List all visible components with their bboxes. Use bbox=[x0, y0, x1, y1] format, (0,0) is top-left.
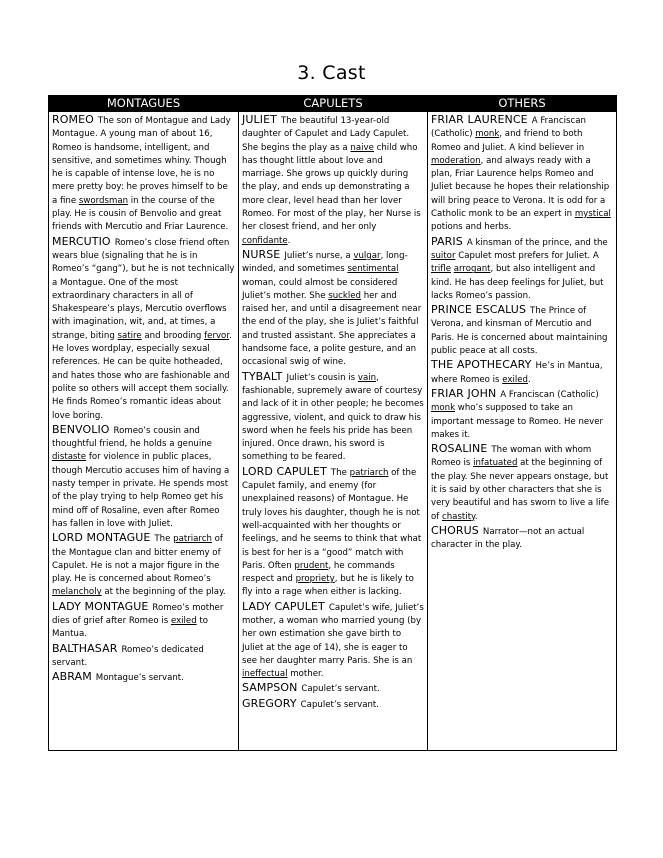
character-name: PRINCE ESCALUS bbox=[431, 303, 527, 317]
cast-entry bbox=[242, 370, 424, 465]
vocabulary-word: exiled bbox=[170, 615, 197, 626]
description-text: A Franciscan (Catholic) bbox=[431, 116, 586, 140]
description-text: mother. bbox=[287, 669, 324, 680]
vocabulary-word: trifle bbox=[431, 264, 451, 275]
cast-entry bbox=[52, 600, 235, 642]
character-name: ROMEO bbox=[52, 113, 94, 126]
cast-entry bbox=[52, 235, 235, 423]
character-name: THE APOTHECARY bbox=[431, 358, 532, 372]
description-text: Romeo’s dedicated servant. bbox=[52, 644, 204, 668]
vocabulary-word: sentimental bbox=[347, 264, 399, 275]
description-text: The woman with whom Romeo is bbox=[431, 445, 592, 469]
cast-entry bbox=[431, 358, 613, 387]
character-name: BENVOLIO bbox=[52, 422, 110, 436]
description-text: potions and herbs. bbox=[431, 222, 512, 233]
vocabulary-word: ineffectual bbox=[242, 669, 288, 680]
character-name: NURSE bbox=[242, 247, 281, 261]
character-name: ROSALINE bbox=[431, 442, 488, 456]
description-text: . bbox=[527, 374, 531, 385]
description-text: Narrator—not an actual character in the play. bbox=[431, 526, 585, 551]
character-name: FRIAR JOHN bbox=[431, 386, 497, 400]
description-text: Capulet’s servant. bbox=[301, 684, 380, 695]
character-name: LORD MONTAGUE bbox=[52, 531, 151, 545]
character-name: FRIAR LAURENCE bbox=[431, 113, 528, 126]
cast-table bbox=[48, 95, 617, 751]
vocabulary-word: prudent bbox=[294, 560, 329, 571]
character-name: TYBALT bbox=[242, 369, 283, 383]
cast-entry bbox=[242, 600, 424, 682]
description-text: The bbox=[154, 534, 174, 545]
description-text: Romeo’s mother dies of grief after Romeo is bbox=[52, 602, 224, 626]
description-text: , he commands respect and bbox=[242, 560, 395, 585]
description-text: woman, could almost be considered Juliet’s mother. She bbox=[242, 277, 398, 301]
description-text: The son of Montague and Lady Montague. A young man of about 16, Romeo is handsome, intelligent, and sensitive, and sometimes whiny. Though he is capable of intense love, he is no mere pretty boy: he proves himself to be a fine bbox=[52, 116, 231, 206]
body-row bbox=[49, 112, 617, 751]
description-text: to Mantua. bbox=[52, 615, 209, 640]
description-text: Capulet’s wife, Juliet’s mother, a woman who married young (by her own estimation she gave birth to Juliet at the age of 14), she is eager to see her daughter marry Paris. She is an bbox=[242, 602, 424, 666]
description-text: The bbox=[330, 467, 350, 478]
vocabulary-word: melancholy bbox=[52, 587, 102, 598]
vocabulary-word: mystical bbox=[574, 209, 611, 220]
description-text: and brooding bbox=[141, 330, 205, 341]
cast-entry bbox=[242, 248, 424, 370]
cast-entry bbox=[431, 113, 613, 235]
cast-entry bbox=[242, 113, 424, 248]
vocabulary-word: swordsman bbox=[78, 195, 129, 206]
description-text: Capulet’s servant. bbox=[300, 699, 380, 710]
cast-entry bbox=[242, 681, 424, 696]
description-text: of the Capulet family, and enemy (for unexplained reasons) of Montague. He truly loves his daughter, though he is not well-acquainted with her thoughts or feelings, and he seems to think that what is best for her is a “good” match with Paris. Often bbox=[242, 467, 422, 571]
description-text: , fashionable, supremely aware of courtesy and lack of it in other people; he becomes aggressive, violent, and quick to draw his sword when he feels his pride has been injured. Once drawn, his sword is something to be feared. bbox=[242, 372, 424, 463]
description-text: , and always ready with a plan, Friar Laurence helps Romeo and Juliet because he hopes their relationship will bring peace to Verona. It is odd for a Catholic monk to be an expert in bbox=[431, 155, 610, 220]
column-capulets bbox=[239, 112, 428, 751]
cast-entry bbox=[52, 642, 235, 671]
character-name: JULIET bbox=[242, 113, 277, 126]
cast-entry bbox=[52, 670, 235, 685]
cast-entry bbox=[52, 113, 235, 235]
vocabulary-word: vulgar bbox=[353, 250, 381, 261]
description-text: at the beginning of the play. She never appears onstage, but it is said by other characters that she is very beautiful and has sworn to live a life of bbox=[431, 458, 609, 522]
vocabulary-word: patriarch bbox=[173, 534, 212, 545]
vocabulary-word: propriety bbox=[295, 574, 335, 585]
description-text: The beautiful 13-year-old daughter of Capulet and Lady Capulet. She begins the play as a bbox=[242, 116, 410, 153]
description-text: her and raised her, and until a disagreement near the end of the play, she is Juliet’s faithful and trusted assistant. She appreciates a handsome face, a polite gesture, and an occasional swig of wine. bbox=[242, 290, 422, 368]
vocabulary-word: vain bbox=[357, 372, 377, 383]
description-text: . bbox=[474, 511, 478, 522]
vocabulary-word: suitor bbox=[431, 250, 456, 261]
character-name: SAMPSON bbox=[242, 681, 298, 695]
cast-entry bbox=[242, 697, 424, 712]
cast-entry bbox=[431, 303, 613, 358]
character-name: BALTHASAR bbox=[52, 641, 118, 655]
column-others bbox=[428, 112, 617, 751]
description-text: The Prince of Verona, and kinsman of Mercutio and Paris. He is concerned about maintaining public peace at all costs. bbox=[431, 306, 608, 357]
vocabulary-word: suckled bbox=[328, 290, 361, 301]
description-text: , but he is likely to fly into a rage when either is lacking. bbox=[242, 574, 414, 598]
header-others: OTHERS bbox=[428, 96, 617, 112]
cast-entry bbox=[242, 465, 424, 600]
cast-entry bbox=[431, 387, 613, 442]
description-text: . bbox=[287, 235, 291, 246]
description-text: at the beginning of the play. bbox=[101, 587, 226, 598]
character-name: LORD CAPULET bbox=[242, 464, 327, 478]
vocabulary-word: chastity bbox=[442, 511, 475, 522]
description-text: Capulet most prefers for Juliet. A bbox=[455, 250, 599, 261]
description-text: He’s in Mantua, where Romeo is bbox=[431, 361, 603, 385]
header-capulets: CAPULETS bbox=[239, 96, 428, 112]
vocabulary-word: patriarch bbox=[349, 467, 389, 478]
cast-entry bbox=[52, 531, 235, 599]
character-name: LADY CAPULET bbox=[242, 599, 325, 613]
description-text: A kinsman of the prince, and the bbox=[466, 237, 608, 248]
vocabulary-word: distaste bbox=[52, 452, 87, 463]
vocabulary-word: monk bbox=[431, 403, 456, 414]
description-text: , and friend to both Romeo and Juliet. A kind believer in bbox=[431, 129, 585, 153]
vocabulary-word: confidante bbox=[242, 235, 288, 246]
character-name: MERCUTIO bbox=[52, 234, 111, 248]
vocabulary-word: infatuated bbox=[473, 458, 518, 469]
description-text: , long-winded, and sometimes bbox=[242, 250, 408, 275]
cast-entry bbox=[431, 442, 613, 524]
description-text: , but also intelligent and kind. He has deep feelings for Juliet, but lacks Romeo’s passion. bbox=[431, 264, 604, 301]
vocabulary-word: naive bbox=[350, 142, 374, 153]
cast-entry bbox=[431, 235, 613, 303]
character-name: GREGORY bbox=[242, 696, 297, 710]
character-name: LADY MONTAGUE bbox=[52, 599, 149, 613]
page-title: 3. Cast bbox=[297, 62, 366, 84]
description-text: for violence in public places, though Mercutio accuses him of having a nasty temper in private. He spends most of the play trying to help Romeo get his mind off of Rosaline, even after Romeo has fallen in love with Juliet. bbox=[52, 452, 230, 529]
header-montagues: MONTAGUES bbox=[49, 96, 239, 112]
character-name: ABRAM bbox=[52, 670, 92, 684]
vocabulary-word: moderation bbox=[431, 155, 481, 166]
description-text: who’s supposed to take an important message to Romeo. He never makes it. bbox=[431, 403, 604, 440]
cast-entry bbox=[431, 524, 613, 553]
vocabulary-word: satire bbox=[117, 330, 142, 341]
description-text: Montague’s servant. bbox=[95, 673, 184, 684]
description-text: . He loves wordplay, especially sexual references. He can be quite hotheaded, and hates those who are fashionable and polite so others will accept them socially. He finds Romeo’s romantic ideas about love boring. bbox=[52, 330, 232, 421]
header-row bbox=[49, 96, 617, 112]
description-text: in the course of the play. He is cousin of Benvolio and great friends with Mercutio and Friar Laurence. bbox=[52, 195, 229, 233]
cast-entry bbox=[52, 423, 235, 531]
description-text: child who has thought little about love and marriage. She grows up quickly during the play, and ends up demonstrating a more clear, level head than her lover Romeo. For most of the play, her Nurse is her closest friend, and her only bbox=[242, 142, 421, 233]
column-montagues bbox=[49, 112, 239, 751]
description-text: A Franciscan (Catholic) bbox=[500, 389, 599, 400]
character-name: CHORUS bbox=[431, 523, 479, 537]
description-text: Juliet’s nurse, a bbox=[284, 250, 354, 261]
vocabulary-word: arrogant bbox=[453, 264, 491, 275]
description-text: of the Montague clan and bitter enemy of Capulet. He is not a major figure in the play. He is concerned about Romeo’s bbox=[52, 534, 223, 585]
description-text: Juliet’s cousin is bbox=[286, 372, 358, 383]
description-text: Romeo’s cousin and thoughtful friend, he holds a genuine bbox=[52, 425, 212, 450]
vocabulary-word: monk bbox=[475, 129, 500, 140]
vocabulary-word: exiled bbox=[502, 374, 528, 385]
description-text: Romeo’s close friend often wears blue (signaling that he is in Romeo’s “gang”), but he is not technically a Montague. One of the most extraordinary characters in all of Shakespeare’s plays, Mercutio overflows with imagination, wit, and, at times, a strange, biting bbox=[52, 237, 235, 341]
vocabulary-word: fervor bbox=[204, 330, 230, 341]
character-name: PARIS bbox=[431, 234, 463, 248]
